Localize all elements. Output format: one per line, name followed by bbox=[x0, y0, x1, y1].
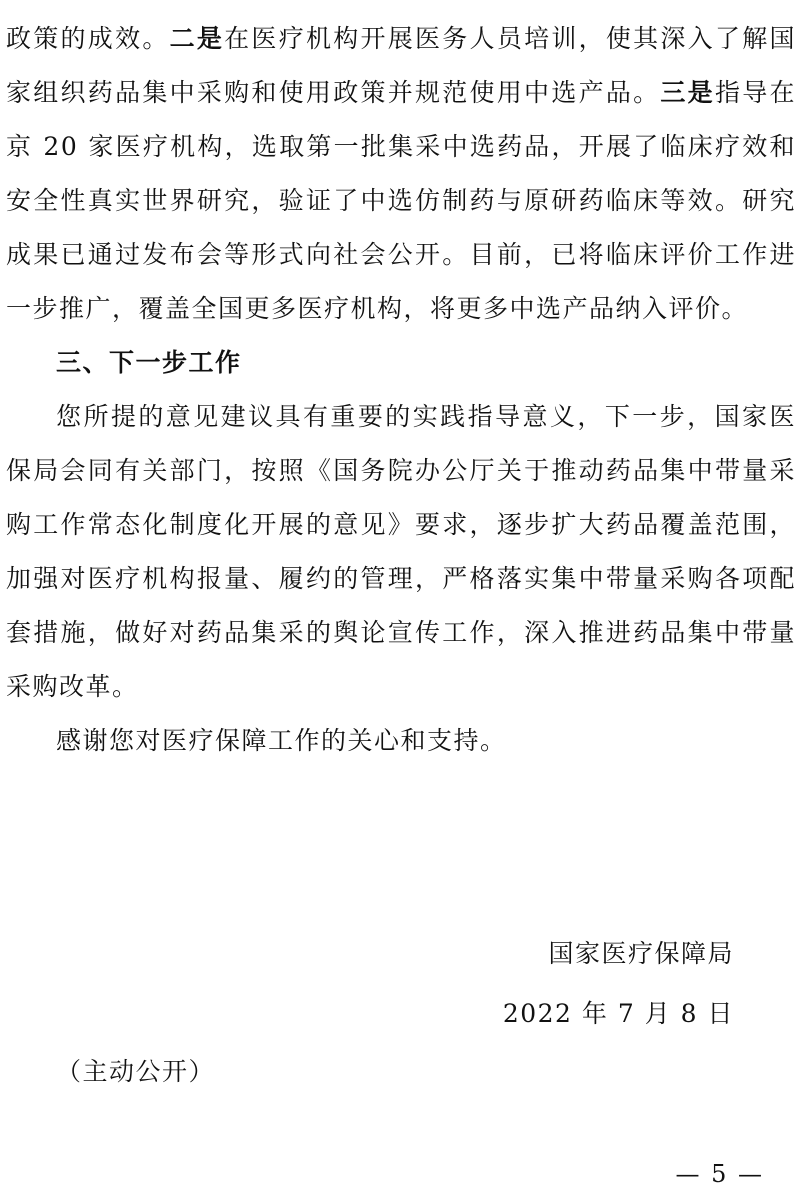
signature-date: 2022 年 7 月 8 日 bbox=[502, 999, 734, 1028]
paragraph-measures bbox=[6, 12, 796, 336]
signature-organization: 国家医疗保障局 bbox=[548, 939, 734, 968]
paragraph-text: 在医疗机构开展医务人员培训，使其深入了解国家组织药品集中采购和使用政策并规范使用中选产品。 bbox=[6, 24, 796, 107]
section-heading: 三、下一步工作 bbox=[56, 348, 242, 377]
page-number: — 5 — bbox=[675, 1160, 764, 1188]
point-lead-two: 二是 bbox=[169, 24, 225, 53]
paragraph-next-steps: 您所提的意见建议具有重要的实践指导意义，下一步，国家医保局会同有关部门，按照《国务院办公厅关于推动药品集中带量采购工作常态化制度化开展的意见》要求，逐步扩大药品覆盖范围，加强对医疗机构报量、履约的管理，严格落实集中带量采购各项配套措施，做好对药品集采的舆论宣传工作，深入推进药品集中带量采购改革。 bbox=[6, 402, 796, 701]
paragraph-text: 政策的成效。 bbox=[6, 24, 170, 53]
point-lead-three: 三是 bbox=[660, 78, 715, 107]
disclosure-label: （主动公开） bbox=[56, 1057, 216, 1086]
letter-body bbox=[6, 12, 796, 768]
paragraph-closing: 感谢您对医疗保障工作的关心和支持。 bbox=[56, 726, 507, 755]
paragraph-text: 指导在京 20 家医疗机构，选取第一批集采中选药品，开展了临床疗效和安全性真实世界研究，验证了中选仿制药与原研药临床等效。研究成果已通过发布会等形式向社会公开。目前，已将临床评价工作进一步推广，覆盖全国更多医疗机构，将更多中选产品纳入评价。 bbox=[6, 78, 796, 323]
